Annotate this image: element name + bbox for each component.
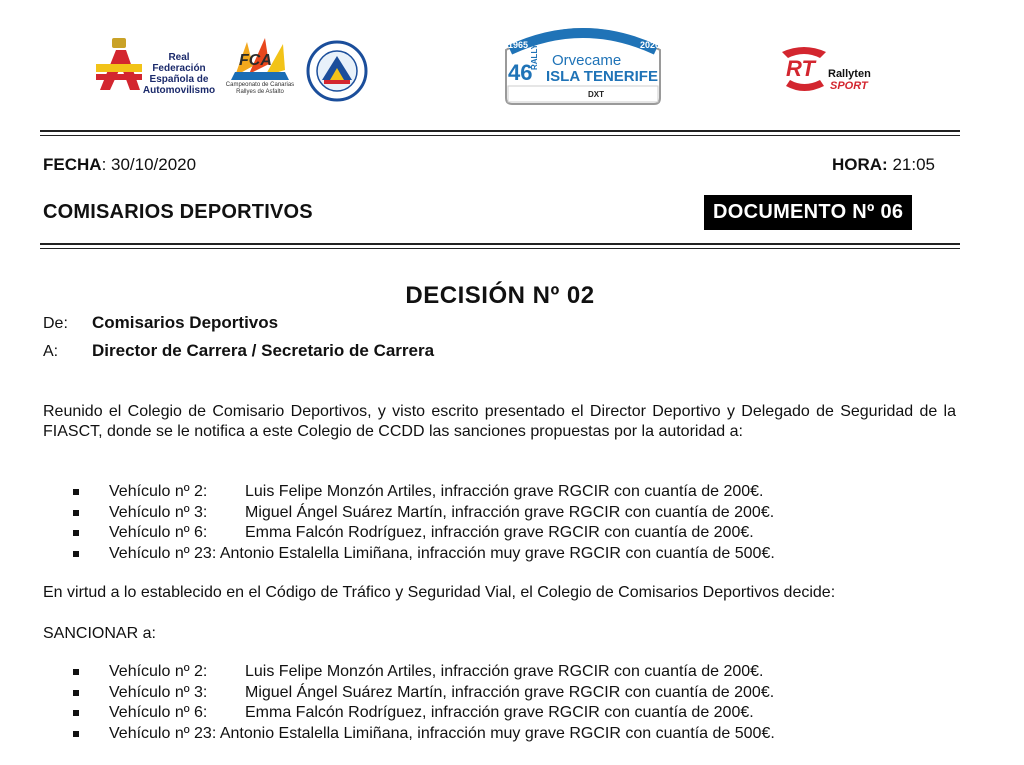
bullet-icon bbox=[73, 710, 79, 716]
sanction-text: Emma Falcón Rodríguez, infracción grave RGCIR con cuantía de 200€. bbox=[245, 524, 754, 541]
list-item bbox=[70, 703, 775, 724]
hora-value: 21:05 bbox=[892, 155, 935, 174]
rally-number: 46 bbox=[508, 60, 533, 85]
fca-logo bbox=[225, 36, 295, 98]
a-value: Director de Carrera / Secretario de Carrera bbox=[92, 341, 435, 360]
fca-caption: Campeonato de Canarias Rallyes de Asfalto bbox=[225, 82, 295, 95]
rfeda-logo bbox=[96, 38, 216, 94]
vehicle-label: Vehículo nº 2: bbox=[109, 483, 208, 500]
list-item bbox=[70, 683, 775, 704]
rallyten-word2: SPORT bbox=[830, 80, 868, 92]
rfeda-line2: Española de bbox=[149, 74, 209, 85]
sanction-text: Antonio Estalella Limiñana, infracción muy grave RGCIR con cuantía de 500€. bbox=[219, 544, 775, 562]
rfeda-emblem-icon bbox=[96, 38, 142, 94]
list-item bbox=[70, 503, 775, 524]
header-rule-bottom-2 bbox=[40, 248, 960, 249]
header-rule-bottom-1 bbox=[40, 243, 960, 245]
list-item bbox=[70, 662, 775, 683]
de-label: De: bbox=[43, 315, 68, 332]
rally-year-right: 2020 bbox=[640, 40, 661, 50]
bullet-icon bbox=[73, 690, 79, 696]
intro-paragraph: Reunido el Colegio de Comisario Deportivos, y visto escrito presentado el Director Deportivo y Delegado de Seguridad de la FIASCT, donde se le notifica a este Colegio de CCDD las sanciones propuestas por la autoridad a: bbox=[43, 403, 956, 440]
rally-word: RALLYE bbox=[530, 38, 539, 70]
vehicle-label: Vehículo nº 3: bbox=[109, 503, 208, 521]
list-item bbox=[70, 482, 775, 503]
hora bbox=[832, 155, 935, 175]
sanction-text: Luis Felipe Monzón Artiles, infracción grave RGCIR con cuantía de 200€. bbox=[245, 663, 764, 680]
vehicle-label: Vehículo nº 23: bbox=[109, 724, 217, 742]
bullet-icon bbox=[73, 551, 79, 557]
fiasct-seal-icon bbox=[306, 40, 368, 102]
decision-title: DECISIÓN Nº 02 bbox=[405, 282, 595, 309]
section-title: COMISARIOS DEPORTIVOS bbox=[43, 201, 313, 223]
fca-letters: FCA bbox=[239, 52, 272, 69]
rally-year-left: 1965 bbox=[508, 40, 529, 50]
rfeda-line1: Real Federación bbox=[152, 52, 206, 74]
bullet-icon bbox=[73, 510, 79, 516]
de-value: Comisarios Deportivos bbox=[92, 313, 279, 332]
header-rule-top-1 bbox=[40, 130, 960, 132]
fiasct-logo bbox=[306, 40, 368, 102]
vehicle-label: Vehículo nº 6: bbox=[109, 704, 208, 721]
rally-logo bbox=[500, 14, 666, 106]
sanction-text: Antonio Estalella Limiñana, infracción muy grave RGCIR con cuantía de 500€. bbox=[219, 724, 775, 742]
header-rule-top-2 bbox=[40, 135, 960, 136]
fecha bbox=[43, 155, 196, 175]
rallyten-logo bbox=[780, 42, 900, 94]
sanction-text: Emma Falcón Rodríguez, infracción grave RGCIR con cuantía de 200€. bbox=[245, 704, 754, 721]
list-item bbox=[70, 523, 775, 544]
vehicle-label: Vehículo nº 2: bbox=[109, 663, 208, 680]
proposed-sanctions-list bbox=[70, 482, 775, 564]
rallyten-word1: Rallyten bbox=[828, 68, 871, 80]
sanction-text: Luis Felipe Monzón Artiles, infracción grave RGCIR con cuantía de 200€. bbox=[245, 483, 764, 500]
sanctions-list bbox=[70, 662, 775, 744]
list-item bbox=[70, 724, 775, 745]
rally-line2: ISLA TENERIFE bbox=[546, 68, 658, 85]
sanction-text: Miguel Ángel Suárez Martín, infracción grave RGCIR con cuantía de 200€. bbox=[245, 503, 775, 521]
rally-sponsor: DXT bbox=[588, 90, 604, 99]
bullet-icon bbox=[73, 489, 79, 495]
vehicle-label: Vehículo nº 3: bbox=[109, 683, 208, 701]
rfeda-line3: Automovilismo bbox=[142, 85, 216, 96]
vehicle-label: Vehículo nº 23: bbox=[109, 544, 217, 562]
bullet-icon bbox=[73, 669, 79, 675]
sanction-text: Miguel Ángel Suárez Martín, infracción grave RGCIR con cuantía de 200€. bbox=[245, 683, 775, 701]
list-item bbox=[70, 544, 775, 565]
rally-line1: Orvecame bbox=[552, 52, 622, 69]
rallyten-initials: RT bbox=[786, 56, 815, 81]
a-label: A: bbox=[43, 343, 59, 360]
bullet-icon bbox=[73, 731, 79, 737]
fecha-label: FECHA bbox=[43, 155, 102, 174]
document-badge: DOCUMENTO Nº 06 bbox=[704, 195, 912, 230]
vehicle-label: Vehículo nº 6: bbox=[109, 524, 208, 541]
fecha-value: : 30/10/2020 bbox=[101, 155, 197, 174]
hora-label: HORA: bbox=[832, 155, 888, 174]
bullet-icon bbox=[73, 530, 79, 536]
sancionar-heading: SANCIONAR a: bbox=[43, 625, 156, 642]
virtud-paragraph: En virtud a lo establecido en el Código de Tráfico y Seguridad Vial, el Colegio de Comisarios Deportivos decide: bbox=[43, 584, 836, 601]
